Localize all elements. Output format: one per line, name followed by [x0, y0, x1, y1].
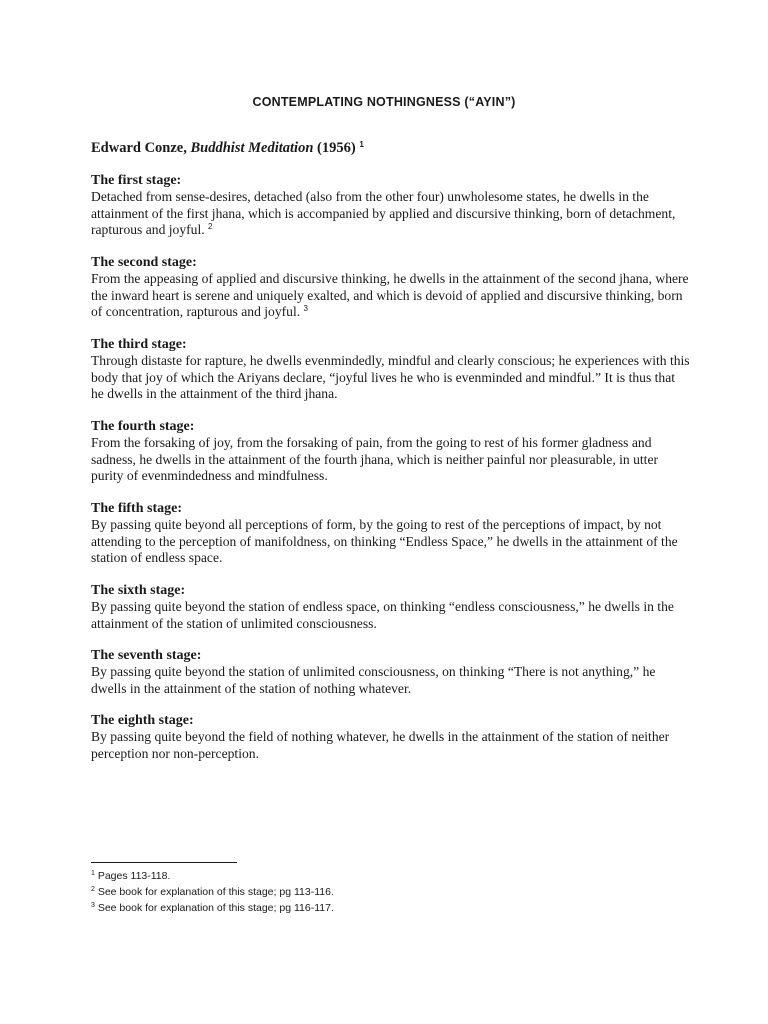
stage-text: From the forsaking of joy, from the forsaking of pain, from the going to rest of his former gladness and sadness, he dwells in the attainment of the fourth jhana, which is neither painful nor pleasurable, in utter purity of evenmindedness and mindfulness.: [91, 435, 659, 484]
footnote-ref: 1: [359, 140, 364, 149]
source-author: Edward Conze,: [91, 140, 191, 156]
stage-title: The fourth stage:: [91, 419, 195, 434]
stage-text: By passing quite beyond the station of unlimited consciousness, on thinking “There is not anything,” he dwells in the attainment of the station of nothing whatever.: [91, 664, 656, 696]
footnote-number: 2: [91, 886, 95, 893]
footnote-text: Pages 113-118.: [94, 870, 171, 882]
stage-title: The second stage:: [91, 255, 197, 270]
stage-title: The eighth stage:: [91, 713, 194, 728]
stage-section: [91, 254, 691, 321]
stage-section: [91, 582, 691, 632]
stage-title: The third stage:: [91, 337, 187, 352]
stage-body: From the appeasing of applied and discursive thinking, he dwells in the attainment of the second jhana, where the inward heart is serene and uniquely exalted, and which is devoid of applied and discursive thinking, born of concentration, rapturous and joyful.: [91, 271, 689, 320]
footnote-text: See book for explanation of this stage; pg 113-116.: [94, 886, 334, 898]
footnote-ref: 2: [208, 222, 213, 232]
footnote-number: 3: [91, 902, 95, 909]
stage-section: [91, 712, 691, 762]
footnote-ref: 3: [303, 304, 308, 314]
stage-section: [91, 418, 691, 485]
footnote: [91, 868, 591, 884]
source-citation: [91, 140, 364, 157]
stage-title: The fifth stage:: [91, 501, 182, 516]
footnote-number: 1: [91, 870, 95, 877]
source-year: (1956): [313, 140, 360, 156]
footnote: [91, 884, 591, 900]
document-title: CONTEMPLATING NOTHINGNESS (“AYIN”): [252, 95, 516, 109]
stage-text: By passing quite beyond all perceptions of form, by the going to rest of the perceptions of impact, by not attending to the perception of manifoldness, on thinking “Endless Space,” he dwells in the attainment of the station of endless space.: [91, 517, 678, 566]
stage-section: [91, 172, 691, 239]
footnote-text: See book for explanation of this stage; pg 116-117.: [94, 902, 334, 914]
stage-text: By passing quite beyond the field of nothing whatever, he dwells in the attainment of the station of neither perception nor non-perception.: [91, 729, 670, 761]
stage-text: [91, 189, 691, 239]
stage-title: The first stage:: [91, 173, 182, 188]
source-book-title: Buddhist Meditation: [190, 140, 314, 156]
footnote: [91, 900, 591, 916]
stage-title: The seventh stage:: [91, 648, 202, 663]
footnote-separator: [91, 862, 237, 863]
stage-section: [91, 336, 691, 403]
footnotes: [91, 868, 591, 916]
stage-text: [91, 271, 691, 321]
stage-section: [91, 500, 691, 567]
stage-title: The sixth stage:: [91, 583, 186, 598]
stage-section: [91, 647, 691, 697]
stage-text: By passing quite beyond the station of endless space, on thinking “endless consciousness,” he dwells in the attainment of the station of unlimited consciousness.: [91, 599, 674, 631]
stage-body: Detached from sense-desires, detached (also from the other four) unwholesome states, he dwells in the attainment of the first jhana, which is accompanied by applied and discursive thinking, born of detachment, rapturous and joyful.: [91, 189, 676, 238]
stage-text: Through distaste for rapture, he dwells evenmindedly, mindful and clearly conscious; he experiences with this body that joy of which the Ariyans declare, “joyful lives he who is evenminded and mindful.” It is thus that he dwells in the attainment of the third jhana.: [91, 353, 690, 402]
